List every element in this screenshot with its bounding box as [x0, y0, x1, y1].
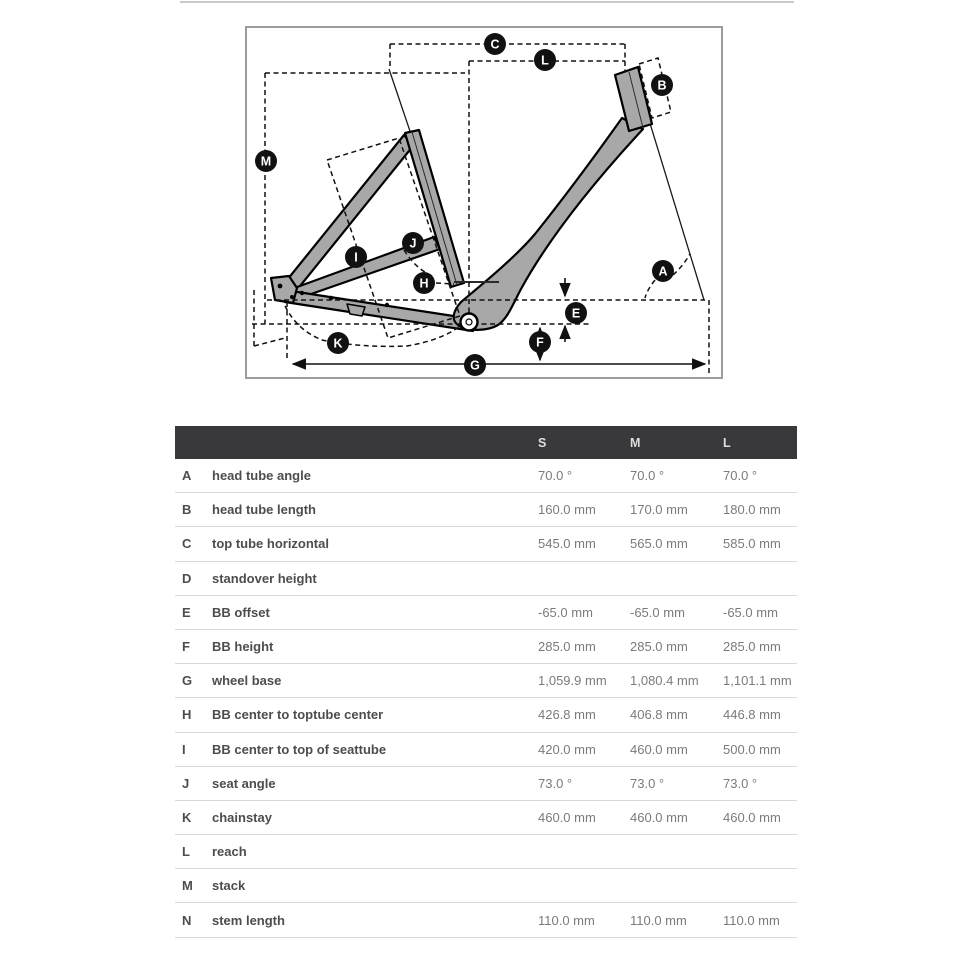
row-label: BB center to top of seattube: [212, 741, 387, 757]
frame-geometry-diagram: [245, 26, 723, 379]
row-value-l: 73.0 °: [723, 775, 758, 791]
marker-letter: H: [419, 276, 429, 291]
row-value-m: 565.0 mm: [630, 536, 688, 552]
row-letter: F: [182, 639, 190, 655]
row-label: BB center to toptube center: [212, 707, 384, 723]
bottom-bracket: [461, 314, 478, 331]
marker-letter: I: [354, 250, 358, 265]
row-value-m: 170.0 mm: [630, 502, 688, 518]
marker-letter: M: [260, 154, 272, 169]
marker-letter: J: [409, 236, 417, 251]
diagram-label-G: [464, 354, 486, 376]
row-value-m: 406.8 mm: [630, 707, 688, 723]
row-value-m: 1,080.4 mm: [630, 673, 699, 689]
marker-letter: F: [536, 335, 544, 350]
row-value-s: 460.0 mm: [538, 809, 596, 825]
geometry-table: [175, 426, 797, 938]
row-value-s: 70.0 °: [538, 468, 573, 484]
row-label: BB height: [212, 639, 274, 655]
row-letter: A: [182, 468, 192, 484]
diagram-label-M: [255, 150, 277, 172]
row-label: seat angle: [212, 775, 276, 791]
row-label: head tube length: [212, 502, 316, 518]
row-value-s: -65.0 mm: [538, 604, 593, 620]
row-value-l: -65.0 mm: [723, 604, 778, 620]
table-row: [175, 596, 797, 630]
row-label: standover height: [212, 570, 317, 586]
diagram-label-I: [345, 246, 367, 268]
row-value-s: 545.0 mm: [538, 536, 596, 552]
row-value-s: 1,059.9 mm: [538, 673, 607, 689]
row-letter: L: [182, 844, 190, 860]
marker-letter: G: [470, 358, 480, 373]
row-label: stem length: [212, 912, 285, 928]
row-label: wheel base: [212, 673, 282, 689]
row-value-m: 460.0 mm: [630, 741, 688, 757]
row-label: stack: [212, 878, 246, 894]
diagram-label-H: [413, 272, 435, 294]
marker-letter: E: [571, 306, 581, 321]
bike-frame: [271, 67, 652, 331]
row-value-l: 180.0 mm: [723, 502, 781, 518]
table-row: [175, 733, 797, 767]
table-row: [175, 801, 797, 835]
row-value-l: 500.0 mm: [723, 741, 781, 757]
row-value-l: 585.0 mm: [723, 536, 781, 552]
row-value-l: 110.0 mm: [723, 912, 780, 928]
marker-letter: L: [541, 53, 549, 68]
row-letter: I: [182, 741, 186, 757]
row-value-s: 426.8 mm: [538, 707, 596, 723]
row-value-s: 420.0 mm: [538, 741, 596, 757]
marker-letter: B: [657, 78, 667, 93]
table-row: [175, 835, 797, 869]
row-value-m: 460.0 mm: [630, 809, 688, 825]
row-label: reach: [212, 844, 247, 860]
row-letter: G: [182, 673, 193, 689]
row-label: BB offset: [212, 604, 270, 620]
diagram-label-B: [651, 74, 673, 96]
row-value-s: 110.0 mm: [538, 912, 595, 928]
table-row: [175, 767, 797, 801]
row-letter: M: [182, 878, 193, 894]
diagram-label-A: [652, 260, 674, 282]
row-label: head tube angle: [212, 468, 311, 484]
row-value-m: 73.0 °: [630, 775, 665, 791]
row-letter: H: [182, 707, 192, 723]
bike-frame-diagram-svg: [247, 28, 721, 377]
table-row: [175, 664, 797, 698]
table-row: [175, 903, 797, 937]
row-label: top tube horizontal: [212, 536, 329, 552]
geometry-table-header: [175, 426, 797, 459]
row-letter: B: [182, 502, 192, 518]
column-header-s: S: [538, 435, 547, 450]
row-value-m: -65.0 mm: [630, 604, 685, 620]
row-value-m: 110.0 mm: [630, 912, 687, 928]
row-letter: J: [182, 775, 190, 791]
table-row: [175, 527, 797, 561]
kickstand-plate: [347, 304, 365, 316]
row-value-s: 160.0 mm: [538, 502, 596, 518]
section-top-divider: [180, 1, 794, 3]
table-row: [175, 459, 797, 493]
column-header-m: M: [630, 435, 641, 450]
marker-letter: A: [658, 264, 668, 279]
row-letter: C: [182, 536, 192, 552]
geometry-table-body: [175, 459, 797, 938]
row-letter: D: [182, 570, 192, 586]
marker-letter: K: [333, 336, 343, 351]
row-letter: E: [182, 604, 191, 620]
diagram-label-F: [529, 331, 551, 353]
diagram-label-J: [402, 232, 424, 254]
row-letter: K: [182, 809, 192, 825]
diagram-label-E: [565, 302, 587, 324]
table-row: [175, 869, 797, 903]
table-row: [175, 698, 797, 732]
diagram-label-C: [484, 33, 506, 55]
row-value-l: 460.0 mm: [723, 809, 781, 825]
row-value-l: 70.0 °: [723, 468, 758, 484]
row-value-s: 73.0 °: [538, 775, 573, 791]
table-row: [175, 562, 797, 596]
down-tube: [454, 118, 643, 330]
row-value-l: 446.8 mm: [723, 707, 781, 723]
row-value-l: 1,101.1 mm: [723, 673, 792, 689]
row-value-m: 285.0 mm: [630, 639, 688, 655]
diagram-label-K: [327, 332, 349, 354]
row-letter: N: [182, 912, 192, 928]
marker-letter: C: [490, 37, 500, 52]
column-header-l: L: [723, 435, 731, 450]
diagram-label-L: [534, 49, 556, 71]
table-row: [175, 630, 797, 664]
row-value-m: 70.0 °: [630, 468, 665, 484]
row-value-l: 285.0 mm: [723, 639, 781, 655]
row-label: chainstay: [212, 809, 272, 825]
table-row: [175, 493, 797, 527]
row-value-s: 285.0 mm: [538, 639, 596, 655]
